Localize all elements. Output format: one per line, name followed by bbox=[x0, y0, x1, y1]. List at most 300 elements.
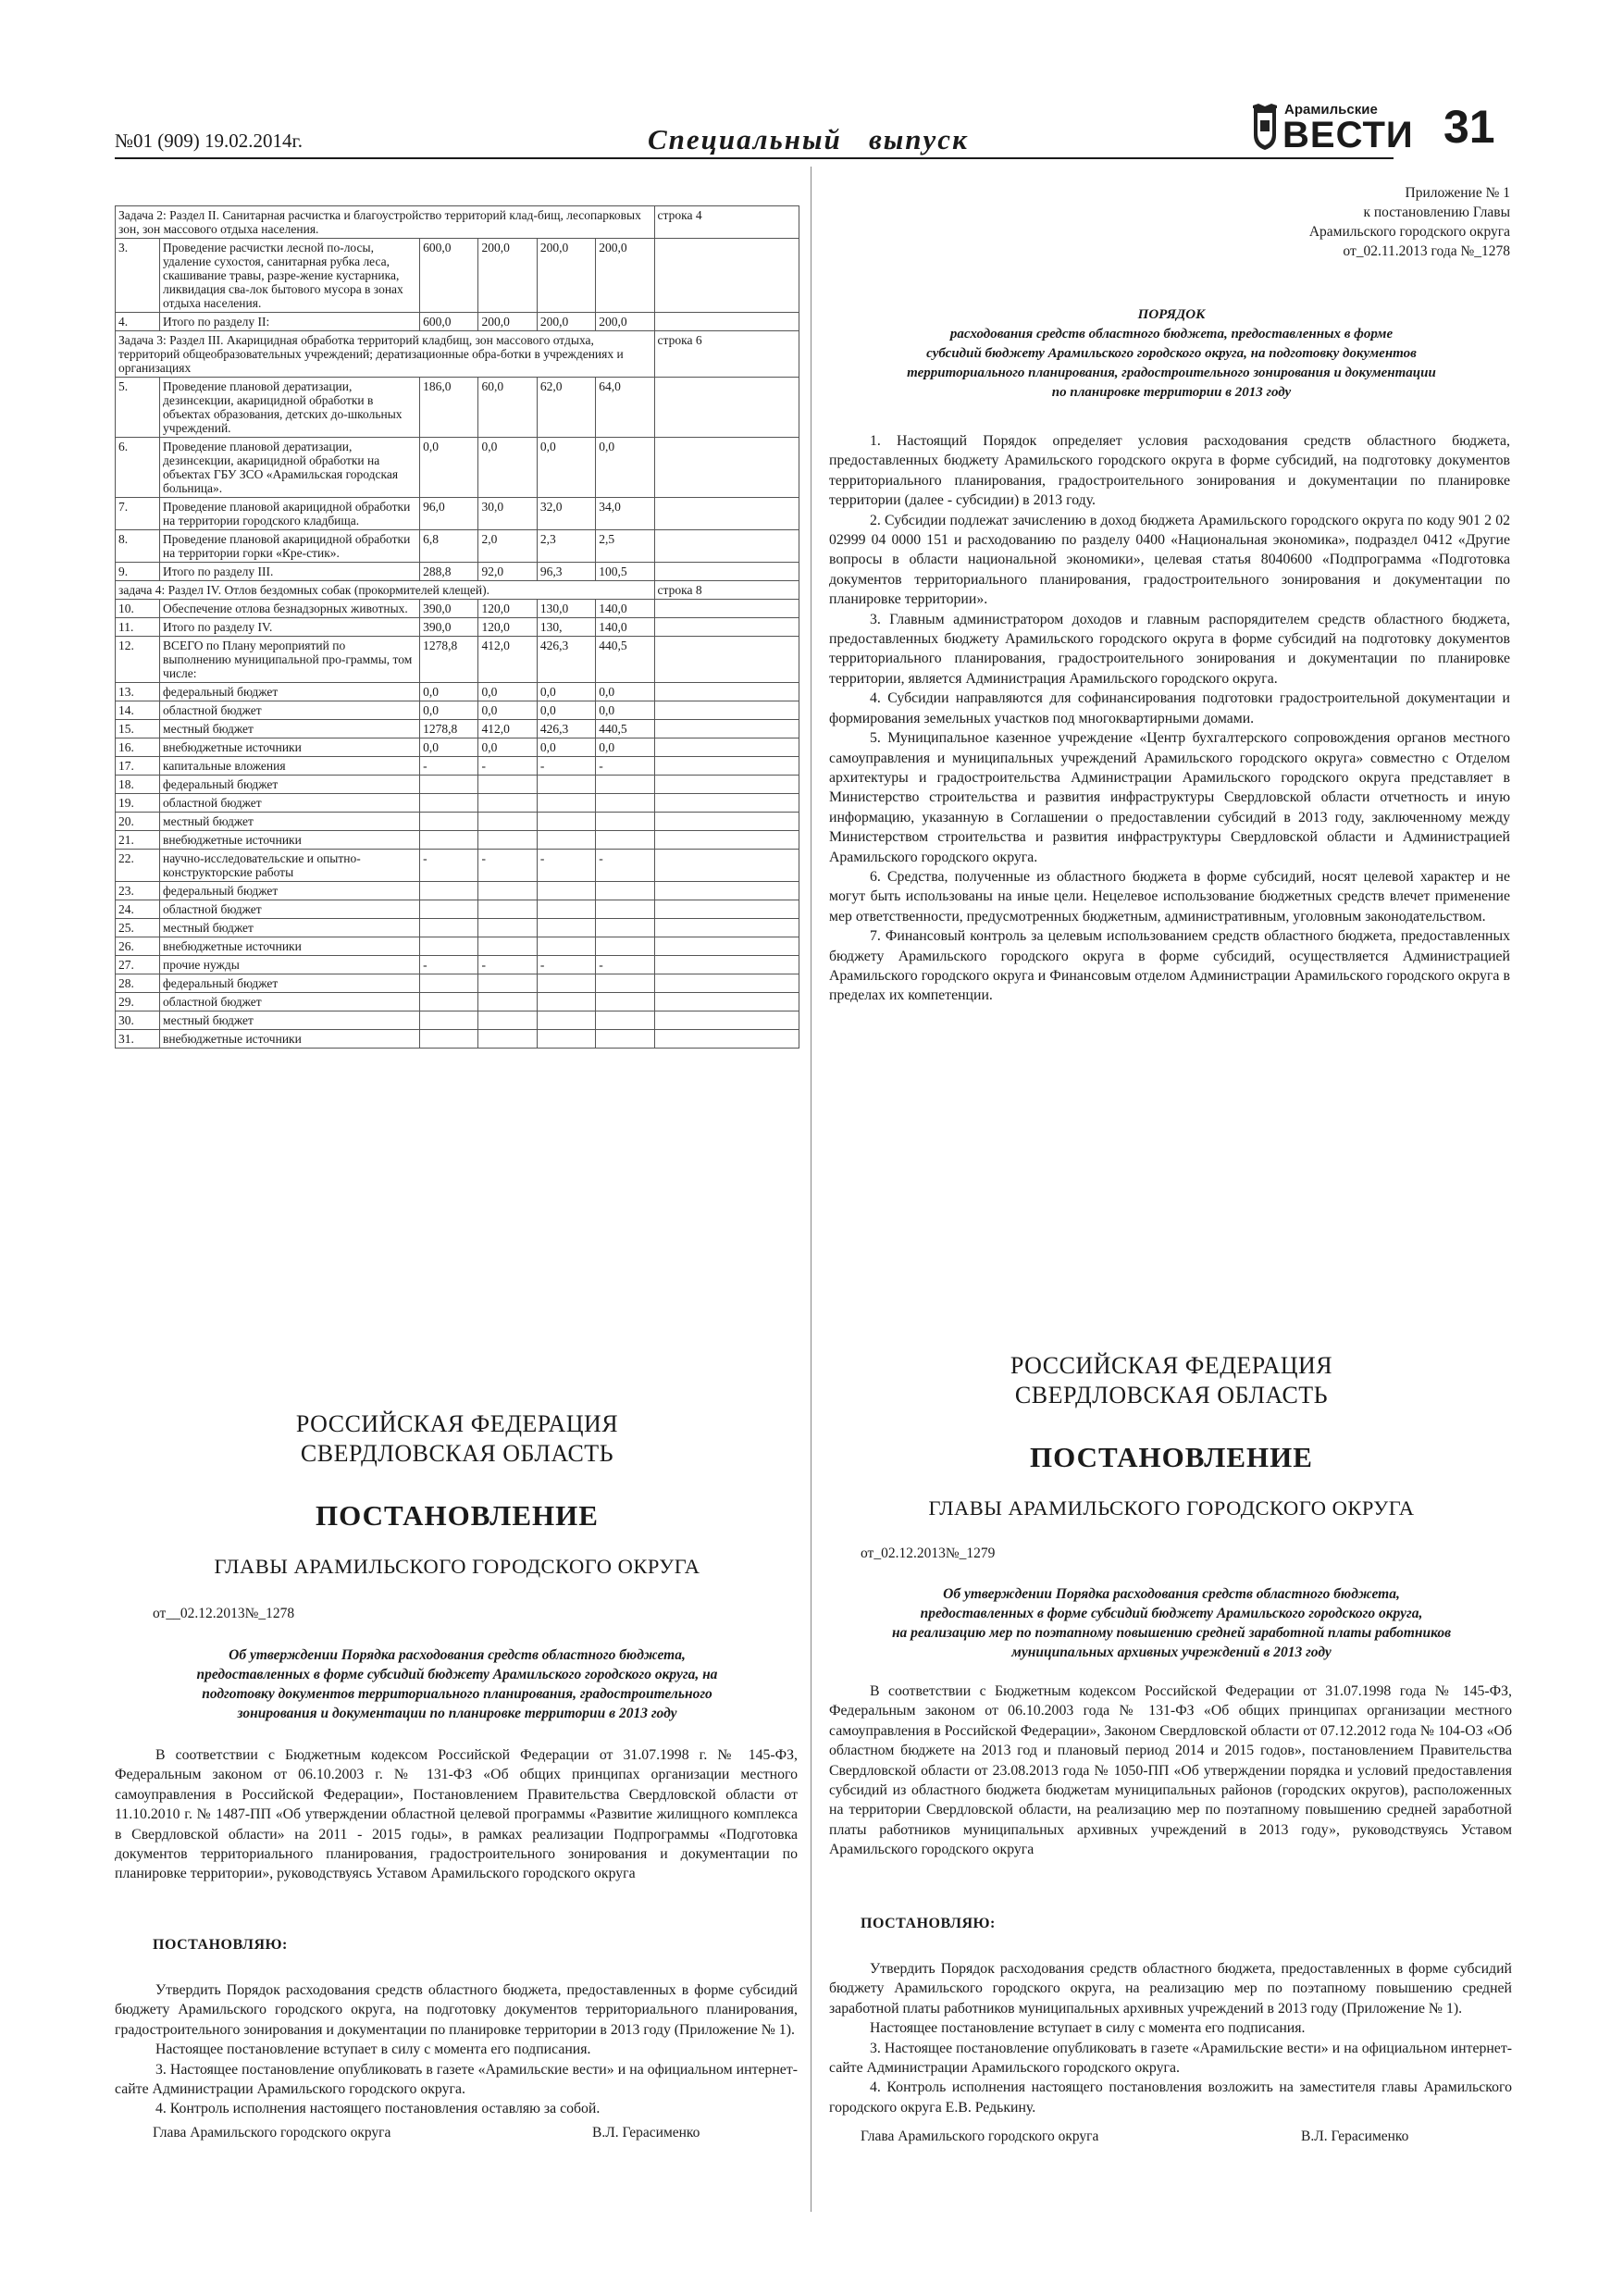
value-cell: 0,0 bbox=[420, 683, 478, 701]
value-cell: 200,0 bbox=[478, 313, 537, 331]
value-cell: 96,0 bbox=[420, 498, 478, 530]
value-cell: 0,0 bbox=[478, 683, 537, 701]
value-cell: 186,0 bbox=[420, 378, 478, 438]
value-cell bbox=[478, 993, 537, 1011]
header-rule bbox=[115, 157, 1394, 159]
country: РОССИЙСКАЯ ФЕДЕРАЦИЯ bbox=[1010, 1352, 1333, 1379]
paragraph: 3. Главным администратором доходов и главным распорядителем средств областного бюджета, предоставленных бюджету Арамильского городского округа в форме субсидий на подготовку документов территориального планирования, градостроительного зонирования и документации по планировке территории, является Администрация Арамильского городского округа. bbox=[829, 611, 1510, 687]
appendix-line: Арамильского городского округа bbox=[1308, 224, 1510, 240]
region: СВЕРДЛОВСКАЯ ОБЛАСТЬ bbox=[1014, 1382, 1329, 1409]
value-cell: 0,0 bbox=[596, 438, 654, 498]
value-cell: 200,0 bbox=[537, 313, 595, 331]
table-task-row bbox=[116, 581, 799, 600]
table-row bbox=[116, 530, 799, 563]
order-title-line: территориального планирования, градостроительного зонирования и документации bbox=[907, 366, 1436, 380]
paragraph: 4. Субсидии направляются для софинансирования подготовки градостроительной документации и формирования земельных участков под многоквартирными домами. bbox=[829, 690, 1510, 726]
row-number-cell: 31. bbox=[116, 1030, 160, 1049]
empty-cell bbox=[654, 720, 799, 738]
empty-cell bbox=[654, 701, 799, 720]
left-decree-decision: ПОСТАНОВЛЯЮ: bbox=[153, 1937, 288, 1953]
row-number-cell: 24. bbox=[116, 900, 160, 919]
value-cell: 100,5 bbox=[596, 563, 654, 581]
right-decree-intro bbox=[829, 1682, 1512, 1860]
left-signature-name: В.Л. Герасименко bbox=[592, 2125, 700, 2141]
value-cell: 130, bbox=[537, 618, 595, 637]
row-number-cell: 11. bbox=[116, 618, 160, 637]
table-row bbox=[116, 720, 799, 738]
empty-cell bbox=[654, 850, 799, 882]
paragraph: 7. Финансовый контроль за целевым использованием средств областного бюджета, предоставленных бюджету Арамильского городского округа в форме субсидий, осуществляется Администрацией Арамильского городского округа и Финансовым отделом Администрации Арамильского городского округа в пределах их компетенции. bbox=[829, 928, 1510, 1004]
empty-cell bbox=[654, 882, 799, 900]
value-cell: 288,8 bbox=[420, 563, 478, 581]
value-cell bbox=[537, 900, 595, 919]
empty-cell bbox=[654, 618, 799, 637]
column-divider bbox=[811, 167, 812, 2212]
row-name-cell: местный бюджет bbox=[160, 1011, 420, 1030]
title-line: подготовку документов территориального планирования, градостроительного bbox=[202, 1686, 712, 1702]
row-name-cell: внебюджетные источники bbox=[160, 831, 420, 850]
table-row bbox=[116, 683, 799, 701]
row-number-cell: 30. bbox=[116, 1011, 160, 1030]
row-number-cell: 17. bbox=[116, 757, 160, 776]
table-row bbox=[116, 701, 799, 720]
row-number-cell: 3. bbox=[116, 239, 160, 313]
value-cell bbox=[537, 1030, 595, 1049]
value-cell bbox=[537, 919, 595, 937]
table-row bbox=[116, 738, 799, 757]
value-cell bbox=[420, 813, 478, 831]
right-decree-items bbox=[829, 1959, 1512, 2117]
value-cell bbox=[537, 813, 595, 831]
value-cell bbox=[596, 776, 654, 794]
empty-cell bbox=[654, 937, 799, 956]
order-title-line: по планировке территории в 2013 году bbox=[1051, 385, 1292, 400]
table-row bbox=[116, 776, 799, 794]
row-number-cell: 16. bbox=[116, 738, 160, 757]
issue-info bbox=[115, 130, 303, 153]
value-cell: 390,0 bbox=[420, 600, 478, 618]
order-title-line: ПОРЯДОК bbox=[1137, 307, 1206, 322]
empty-cell bbox=[654, 900, 799, 919]
row-number-cell: 9. bbox=[116, 563, 160, 581]
value-cell: 96,3 bbox=[537, 563, 595, 581]
value-cell: 0,0 bbox=[420, 701, 478, 720]
left-decree-items bbox=[115, 1980, 798, 2119]
table-row bbox=[116, 882, 799, 900]
value-cell: 426,3 bbox=[537, 720, 595, 738]
table-row bbox=[116, 900, 799, 919]
value-cell bbox=[478, 813, 537, 831]
row-number-cell: 7. bbox=[116, 498, 160, 530]
value-cell: 0,0 bbox=[537, 701, 595, 720]
title-line: предоставленных в форме субсидий бюджету Арамильского городского округа, bbox=[920, 1606, 1423, 1621]
value-cell: 140,0 bbox=[596, 618, 654, 637]
row-name-cell: федеральный бюджет bbox=[160, 683, 420, 701]
row-name-cell: областной бюджет bbox=[160, 900, 420, 919]
value-cell: 200,0 bbox=[596, 313, 654, 331]
empty-cell bbox=[654, 378, 799, 438]
row-name-cell: Проведение плановой дератизации, дезинсекции, акарицидной обработки на объектах ГБУ ЗСО «Арамильская городская больница». bbox=[160, 438, 420, 498]
paragraph: Утвердить Порядок расходования средств областного бюджета, предоставленных в форме субсидий бюджету Арамильского городского округа, на реализацию мер по поэтапному повышению средней заработной платы работников муниципальных архивных учреждений в 2013 году (Приложение № 1). bbox=[829, 1961, 1512, 2017]
value-cell bbox=[478, 794, 537, 813]
value-cell: 62,0 bbox=[537, 378, 595, 438]
value-cell: 32,0 bbox=[537, 498, 595, 530]
value-cell bbox=[478, 900, 537, 919]
row-name-cell: Обеспечение отлова безнадзорных животных. bbox=[160, 600, 420, 618]
row-name-cell: Проведение плановой дератизации, дезинсекции, акарицидной обработки в объектах образования, детских до-школьных учреждений. bbox=[160, 378, 420, 438]
order-title-line: расходования средств областного бюджета, предоставленных в форме bbox=[949, 327, 1394, 341]
title-line: предоставленных в форме субсидий бюджету Арамильского городского округа, на bbox=[196, 1667, 718, 1682]
issue-date: 19.02.2014г. bbox=[204, 130, 304, 152]
value-cell bbox=[420, 993, 478, 1011]
task-cell: задача 4: Раздел IV. Отлов бездомных собак (прокормителей клещей). bbox=[116, 581, 655, 600]
value-cell: - bbox=[596, 956, 654, 974]
value-cell: 120,0 bbox=[478, 600, 537, 618]
value-cell: 390,0 bbox=[420, 618, 478, 637]
value-cell bbox=[420, 900, 478, 919]
value-cell: 0,0 bbox=[478, 438, 537, 498]
left-decree-header bbox=[115, 1409, 799, 1469]
row-number-cell: 22. bbox=[116, 850, 160, 882]
empty-cell bbox=[654, 974, 799, 993]
order-title-line: субсидий бюджету Арамильского городского округа, на подготовку документов bbox=[926, 346, 1417, 361]
table-row bbox=[116, 974, 799, 993]
row-name-cell: научно-исследовательские и опытно-конструкторские работы bbox=[160, 850, 420, 882]
row-number-cell: 26. bbox=[116, 937, 160, 956]
task-cell: Задача 2: Раздел II. Санитарная расчистка и благоустройство территорий клад-бищ, лесопарковых зон, зон массового отдыха населения. bbox=[116, 206, 655, 239]
row-number-cell: 21. bbox=[116, 831, 160, 850]
table-row bbox=[116, 378, 799, 438]
value-cell bbox=[537, 1011, 595, 1030]
row-name-cell: областной бюджет bbox=[160, 701, 420, 720]
country: РОССИЙСКАЯ ФЕДЕРАЦИЯ bbox=[295, 1410, 619, 1437]
empty-cell bbox=[654, 831, 799, 850]
value-cell: - bbox=[537, 956, 595, 974]
empty-cell bbox=[654, 530, 799, 563]
value-cell bbox=[420, 919, 478, 937]
value-cell: - bbox=[596, 757, 654, 776]
special-issue-title: Специальный выпуск bbox=[648, 123, 969, 155]
value-cell: 64,0 bbox=[596, 378, 654, 438]
value-cell: - bbox=[478, 956, 537, 974]
value-cell: 1278,8 bbox=[420, 637, 478, 683]
paragraph: 4. Контроль исполнения настоящего постановления оставляю за собой. bbox=[155, 2101, 601, 2117]
left-decree-authority: ГЛАВЫ АРАМИЛЬСКОГО ГОРОДСКОГО ОКРУГА bbox=[214, 1555, 700, 1578]
row-name-cell: федеральный бюджет bbox=[160, 974, 420, 993]
value-cell bbox=[537, 882, 595, 900]
table-row bbox=[116, 813, 799, 831]
value-cell bbox=[596, 900, 654, 919]
row-number-cell: 29. bbox=[116, 993, 160, 1011]
row-name-cell: федеральный бюджет bbox=[160, 882, 420, 900]
value-cell bbox=[478, 776, 537, 794]
value-cell: 0,0 bbox=[596, 701, 654, 720]
empty-cell bbox=[654, 956, 799, 974]
row-name-cell: Проведение плановой акарицидной обработки на территории горки «Кре-стик». bbox=[160, 530, 420, 563]
value-cell bbox=[596, 813, 654, 831]
table-row bbox=[116, 919, 799, 937]
region: СВЕРДЛОВСКАЯ ОБЛАСТЬ bbox=[300, 1440, 614, 1467]
row-name-cell: местный бюджет bbox=[160, 919, 420, 937]
title-line: Об утверждении Порядка расходования средств областного бюджета, bbox=[943, 1586, 1400, 1602]
row-number-cell: 6. bbox=[116, 438, 160, 498]
value-cell: 412,0 bbox=[478, 720, 537, 738]
table-task-row bbox=[116, 331, 799, 378]
value-cell bbox=[537, 993, 595, 1011]
value-cell: 0,0 bbox=[537, 738, 595, 757]
value-cell: 600,0 bbox=[420, 239, 478, 313]
table-row bbox=[116, 563, 799, 581]
row-number-cell: 27. bbox=[116, 956, 160, 974]
row-name-cell: областной бюджет bbox=[160, 794, 420, 813]
title-line: зонирования и документации по планировке территории в 2013 году bbox=[237, 1706, 677, 1721]
value-cell: 0,0 bbox=[537, 683, 595, 701]
value-cell bbox=[537, 831, 595, 850]
table-task-row bbox=[116, 206, 799, 239]
empty-cell bbox=[654, 794, 799, 813]
left-signature-title: Глава Арамильского городского округа bbox=[153, 2125, 391, 2141]
table-row bbox=[116, 937, 799, 956]
row-name-cell: областной бюджет bbox=[160, 993, 420, 1011]
value-cell bbox=[478, 1011, 537, 1030]
value-cell bbox=[478, 831, 537, 850]
value-cell: 120,0 bbox=[478, 618, 537, 637]
empty-cell bbox=[654, 313, 799, 331]
appendix-line: Приложение № 1 bbox=[1405, 185, 1510, 201]
value-cell: 6,8 bbox=[420, 530, 478, 563]
value-cell bbox=[478, 919, 537, 937]
empty-cell bbox=[654, 600, 799, 618]
value-cell: 0,0 bbox=[420, 738, 478, 757]
empty-cell bbox=[654, 563, 799, 581]
row-number-cell: 23. bbox=[116, 882, 160, 900]
value-cell bbox=[478, 882, 537, 900]
row-name-cell: ВСЕГО по Плану мероприятий по выполнению муниципальной про-граммы, том числе: bbox=[160, 637, 420, 683]
value-cell bbox=[596, 1011, 654, 1030]
paragraph: 5. Муниципальное казенное учреждение «Центр бухгалтерского сопровождения органов местного самоуправления и муниципальных учреждений Арамильского городского округа» совместно с Отделом архитектуры и градостроительства Администрации Арамильского городского округа представляет в Министерство строительства и развития инфраструктуры Свердловской области отчетность и иную информацию, указанную в Соглашении о предоставлении субсидий в 2013 году, заключенному между Министерством строительства и развития инфраструктуры Свердловской области и Администрацией Арамильского городского округа. bbox=[829, 730, 1510, 865]
right-decree-header bbox=[829, 1351, 1514, 1410]
table-row bbox=[116, 600, 799, 618]
value-cell: 600,0 bbox=[420, 313, 478, 331]
right-decree-authority: ГЛАВЫ АРАМИЛЬСКОГО ГОРОДСКОГО ОКРУГА bbox=[928, 1496, 1415, 1520]
paragraph: 6. Средства, полученные из областного бюджета в форме субсидий, носят целевой характер и не могут быть использованы на иные цели. Нецелевое использование бюджетных средств влечет применение мер ответственности, предусмотренных бюджетным, административным, уголовным законодательством. bbox=[829, 868, 1510, 925]
empty-cell bbox=[654, 738, 799, 757]
value-cell bbox=[596, 794, 654, 813]
value-cell: - bbox=[420, 757, 478, 776]
paragraph: 1. Настоящий Порядок определяет условия расходования средств областного бюджета, предоставленных бюджету Арамильского городского округа в форме субсидий, на подготовку документов территориального планирования, градостроительного зонирования и документации по планировке территории (далее - субсидии) в 2013 году. bbox=[829, 433, 1510, 509]
value-cell bbox=[596, 993, 654, 1011]
right-decree-heading: ПОСТАНОВЛЕНИЕ bbox=[1030, 1441, 1313, 1473]
table-row bbox=[116, 1011, 799, 1030]
logo-small-text: Арамильские bbox=[1284, 102, 1378, 118]
value-cell: 200,0 bbox=[478, 239, 537, 313]
intro-paragraph: В соответствии с Бюджетным кодексом Российской Федерации от 31.07.1998 года № 145-ФЗ, Федеральным законом от 06.10.2003 года № 131-ФЗ «Об общих принципах организации местного самоуправления в Российской Федерации», Законом Свердловской области от 07.12.2012 года № 104-ОЗ «Об областном бюджете на 2013 год и плановый период 2014 и 2015 годов», постановлением Правительства Свердловской области от 23.08.2013 года № 1050-ПП «Об утверждении порядка и условий предоставления субсидий из областного бюджета бюджетам муниципальных районов (городских округов), расположенных на территории Свердловской области, на реализацию мер по поэтапному повышению средней заработной платы работников муниципальных архивных учреждений в 2013 году», руководствуясь Уставом Арамильского городского округа bbox=[829, 1683, 1512, 1858]
value-cell: 0,0 bbox=[420, 438, 478, 498]
value-cell bbox=[478, 937, 537, 956]
appendix-line: от_02.11.2013 года №_1278 bbox=[1343, 243, 1510, 259]
paragraph: 2. Субсидии подлежат зачислению в доход бюджета Арамильского городского округа по коду 901 2 02 02999 04 0000 151 и расходованию по разделу 0400 «Национальная экономика», подраздел 0412 «Другие вопросы в области национальной экономики», целевая статья 8040600 «Подпрограмма «Подготовка документов территориального планирования, градостроительного зонирования и документации по планировке территории». bbox=[829, 512, 1510, 608]
row-name-cell: Проведение расчистки лесной по-лосы, удаление сухостоя, санитарная рубка леса, скашивание травы, разре-жение кустарника, ликвидация сва-лок бытового мусора в зонах отдыха населения. bbox=[160, 239, 420, 313]
table-row bbox=[116, 438, 799, 498]
empty-cell bbox=[654, 1011, 799, 1030]
row-number-cell: 10. bbox=[116, 600, 160, 618]
value-cell: - bbox=[537, 850, 595, 882]
title-line: Об утверждении Порядка расходования средств областного бюджета, bbox=[229, 1647, 686, 1663]
order-body bbox=[829, 431, 1510, 1006]
row-name-cell: внебюджетные источники bbox=[160, 738, 420, 757]
budget-table bbox=[115, 205, 799, 1049]
table-row bbox=[116, 757, 799, 776]
right-decree-date: от_02.12.2013№_1279 bbox=[861, 1545, 996, 1561]
value-cell bbox=[420, 831, 478, 850]
row-name-cell: внебюджетные источники bbox=[160, 1030, 420, 1049]
right-decree-title bbox=[829, 1584, 1514, 1662]
value-cell: 0,0 bbox=[478, 738, 537, 757]
empty-cell bbox=[654, 498, 799, 530]
value-cell bbox=[420, 882, 478, 900]
logo-big-text: ВЕСТИ bbox=[1282, 115, 1414, 155]
empty-cell bbox=[654, 438, 799, 498]
empty-cell bbox=[654, 757, 799, 776]
table-row bbox=[116, 239, 799, 313]
value-cell: 0,0 bbox=[596, 683, 654, 701]
row-number-cell: 5. bbox=[116, 378, 160, 438]
row-name-cell: местный бюджет bbox=[160, 720, 420, 738]
value-cell: 2,0 bbox=[478, 530, 537, 563]
value-cell bbox=[537, 776, 595, 794]
task-ref-cell: строка 6 bbox=[654, 331, 799, 378]
empty-cell bbox=[654, 919, 799, 937]
value-cell bbox=[596, 937, 654, 956]
title-line: муниципальных архивных учреждений в 2013 году bbox=[1011, 1644, 1332, 1660]
task-ref-cell: строка 4 bbox=[654, 206, 799, 239]
value-cell bbox=[537, 937, 595, 956]
empty-cell bbox=[654, 993, 799, 1011]
value-cell: 200,0 bbox=[537, 239, 595, 313]
table-row bbox=[116, 1030, 799, 1049]
value-cell: 0,0 bbox=[596, 738, 654, 757]
value-cell bbox=[596, 831, 654, 850]
table-row bbox=[116, 831, 799, 850]
table-row bbox=[116, 993, 799, 1011]
title-line: на реализацию мер по поэтапному повышению средней заработной платы работников bbox=[891, 1625, 1452, 1641]
value-cell: - bbox=[537, 757, 595, 776]
value-cell: 200,0 bbox=[596, 239, 654, 313]
row-name-cell: местный бюджет bbox=[160, 813, 420, 831]
value-cell: 0,0 bbox=[478, 701, 537, 720]
value-cell bbox=[537, 974, 595, 993]
row-number-cell: 15. bbox=[116, 720, 160, 738]
row-number-cell: 8. bbox=[116, 530, 160, 563]
issue-prefix: №01 bbox=[115, 130, 154, 152]
value-cell: 130,0 bbox=[537, 600, 595, 618]
value-cell bbox=[420, 1011, 478, 1030]
row-number-cell: 12. bbox=[116, 637, 160, 683]
left-decree-heading: ПОСТАНОВЛЕНИЕ bbox=[316, 1499, 599, 1532]
order-title bbox=[829, 305, 1514, 403]
value-cell bbox=[420, 974, 478, 993]
page-number: 31 bbox=[1443, 101, 1495, 153]
row-name-cell: внебюджетные источники bbox=[160, 937, 420, 956]
value-cell: 0,0 bbox=[537, 438, 595, 498]
row-name-cell: Итого по разделу IV. bbox=[160, 618, 420, 637]
empty-cell bbox=[654, 637, 799, 683]
value-cell: 426,3 bbox=[537, 637, 595, 683]
value-cell bbox=[596, 882, 654, 900]
row-number-cell: 28. bbox=[116, 974, 160, 993]
paragraph: 4. Контроль исполнения настоящего постановления возложить на заместителя главы Арамильского городского округа Е.В. Редькину. bbox=[829, 2079, 1512, 2116]
value-cell: 2,3 bbox=[537, 530, 595, 563]
empty-cell bbox=[654, 683, 799, 701]
row-number-cell: 14. bbox=[116, 701, 160, 720]
left-decree-intro bbox=[115, 1745, 798, 1884]
value-cell bbox=[420, 1030, 478, 1049]
value-cell: 34,0 bbox=[596, 498, 654, 530]
value-cell: - bbox=[420, 850, 478, 882]
value-cell: 1278,8 bbox=[420, 720, 478, 738]
value-cell: 440,5 bbox=[596, 637, 654, 683]
row-number-cell: 18. bbox=[116, 776, 160, 794]
right-decree-decision: ПОСТАНОВЛЯЮ: bbox=[861, 1916, 996, 1931]
table-row bbox=[116, 498, 799, 530]
paragraph: Настоящее постановление вступает в силу с момента его подписания. bbox=[870, 2020, 1306, 2037]
issue-number: (909) bbox=[157, 130, 200, 152]
paragraph: 3. Настоящее постановление опубликовать в газете «Арамильские вести» и на официальном интернет-сайте Администрации Арамильского городского округа. bbox=[115, 2061, 798, 2098]
paragraph: Настоящее постановление вступает в силу с момента его подписания. bbox=[155, 2042, 591, 2058]
row-number-cell: 19. bbox=[116, 794, 160, 813]
appendix-line: к постановлению Главы bbox=[1363, 205, 1510, 220]
value-cell bbox=[478, 1030, 537, 1049]
value-cell bbox=[420, 937, 478, 956]
row-name-cell: Итого по разделу II: bbox=[160, 313, 420, 331]
newspaper-logo bbox=[1251, 102, 1413, 157]
value-cell bbox=[537, 794, 595, 813]
row-number-cell: 4. bbox=[116, 313, 160, 331]
value-cell bbox=[420, 776, 478, 794]
coat-of-arms-icon bbox=[1251, 104, 1279, 152]
value-cell bbox=[596, 919, 654, 937]
table-row bbox=[116, 956, 799, 974]
intro-paragraph: В соответствии с Бюджетным кодексом Российской Федерации от 31.07.1998 г. № 145-ФЗ, Федеральным законом от 06.10.2003 г. № 131-ФЗ «Об общих принципах организации местного самоуправления в Российской Федерации», Постановлением Правительства Свердловской области от 11.10.2010 г. № 1487-ПП «Об утверждении областной целевой программы «Развитие жилищного комплекса в Свердловской области» на 2011 - 2015 годы», в рамках реализации Подпрограммы «Подготовка документов территориального планирования, градостроительного зонирования и документации по планировке территории», руководствуясь Уставом Арамильского городского округа bbox=[115, 1747, 798, 1882]
table-row bbox=[116, 850, 799, 882]
paragraph: Утвердить Порядок расходования средств областного бюджета, предоставленных в форме субсидий бюджету Арамильского городского округа, на подготовку документов территориального планирования, градостроительного зонирования и документации по планировке территории в 2013 году (Приложение № 1). bbox=[115, 1982, 798, 2038]
right-signature-name: В.Л. Герасименко bbox=[1301, 2128, 1409, 2144]
value-cell: 412,0 bbox=[478, 637, 537, 683]
table-row bbox=[116, 313, 799, 331]
task-cell: Задача 3: Раздел III. Акарицидная обработка территорий кладбищ, зон массового отдыха, территорий общеобразовательных учреждений; дератизационные обра-ботки в учреждениях и организациях bbox=[116, 331, 655, 378]
empty-cell bbox=[654, 1030, 799, 1049]
table-body bbox=[116, 206, 799, 1049]
value-cell: - bbox=[420, 956, 478, 974]
value-cell bbox=[596, 1030, 654, 1049]
right-signature-title: Глава Арамильского городского округа bbox=[861, 2128, 1099, 2144]
value-cell: - bbox=[478, 850, 537, 882]
value-cell: - bbox=[596, 850, 654, 882]
value-cell bbox=[478, 974, 537, 993]
row-number-cell: 20. bbox=[116, 813, 160, 831]
value-cell bbox=[420, 794, 478, 813]
table-row bbox=[116, 618, 799, 637]
row-name-cell: капитальные вложения bbox=[160, 757, 420, 776]
value-cell bbox=[596, 974, 654, 993]
task-ref-cell: строка 8 bbox=[654, 581, 799, 600]
value-cell: 30,0 bbox=[478, 498, 537, 530]
value-cell: - bbox=[478, 757, 537, 776]
table-row bbox=[116, 637, 799, 683]
row-number-cell: 25. bbox=[116, 919, 160, 937]
left-decree-title bbox=[115, 1645, 799, 1723]
value-cell: 60,0 bbox=[478, 378, 537, 438]
